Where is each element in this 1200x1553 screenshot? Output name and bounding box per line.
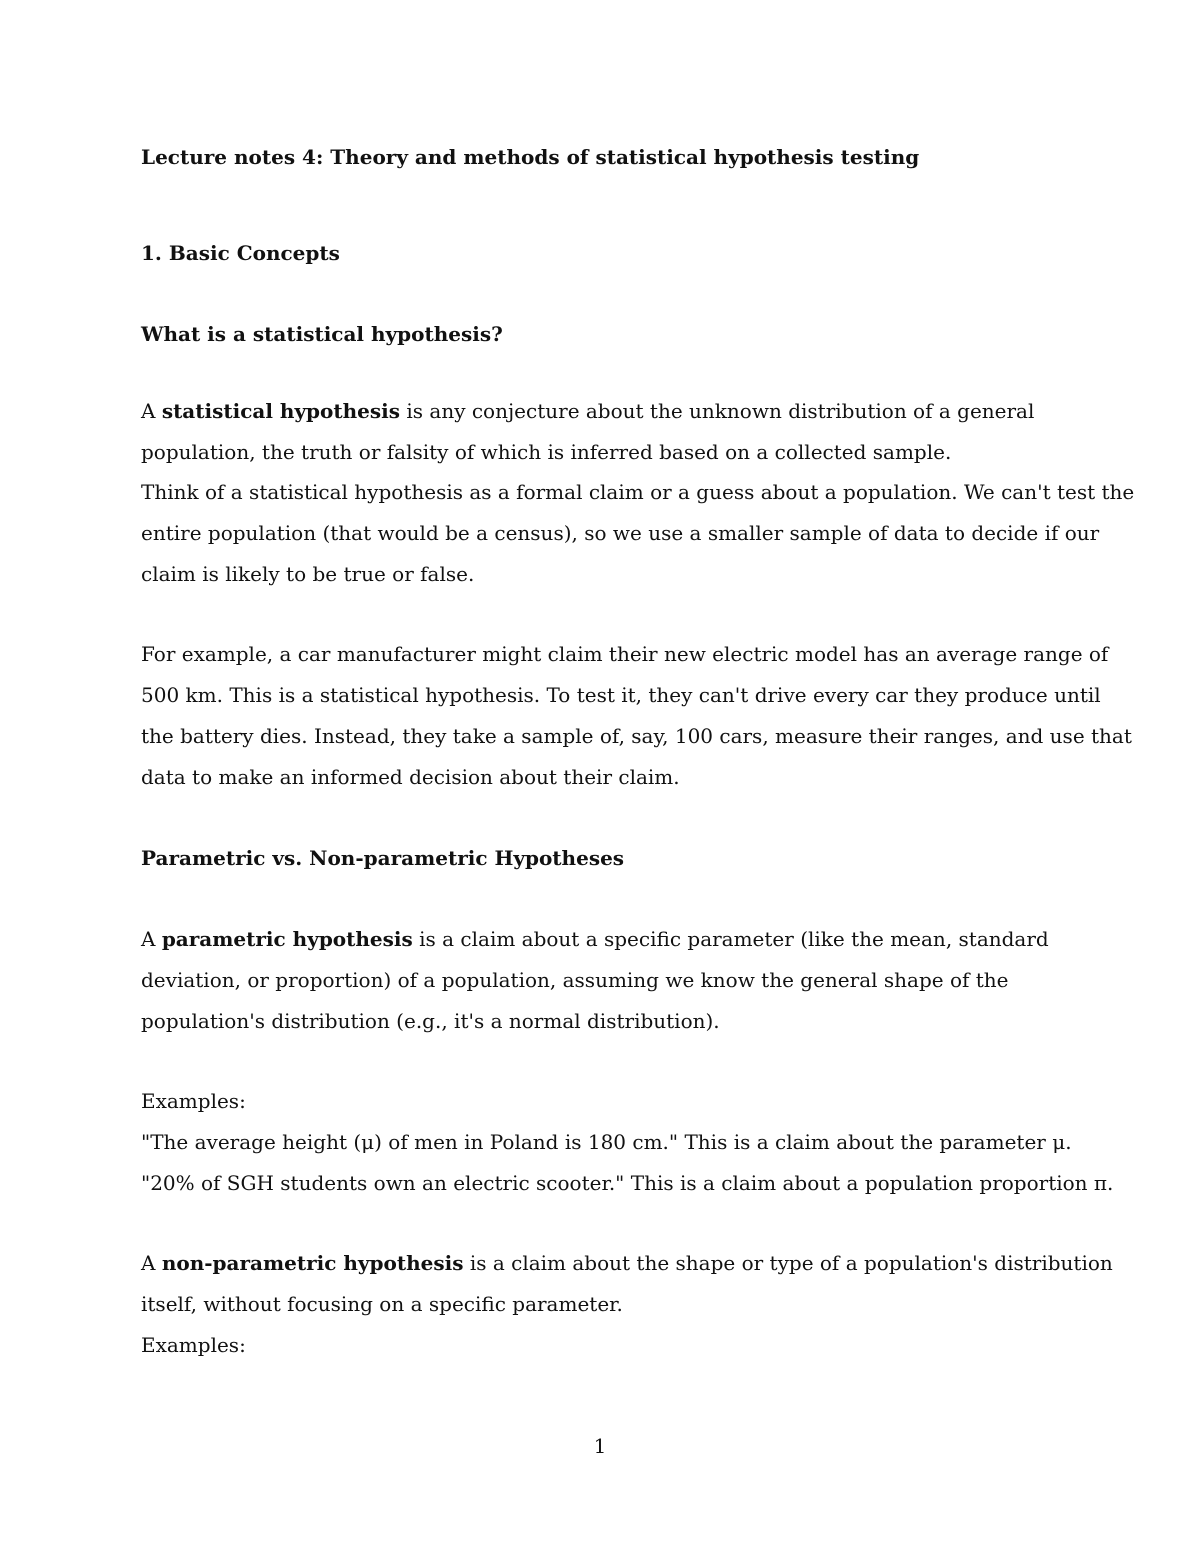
text-line: 500 km. This is a statistical hypothesis. To test it, they can't drive every car they produce until xyxy=(141,683,1101,708)
subheading-statistical-hypothesis: What is a statistical hypothesis? xyxy=(141,322,503,346)
text-run: is a claim about the shape or type of a population's distribution xyxy=(463,1251,1113,1276)
paragraph-parametric xyxy=(141,919,1081,1041)
text-line: deviation, or proportion) of a population, assuming we know the general shape of the xyxy=(141,967,1009,992)
text-line: Examples: xyxy=(141,1089,246,1114)
text-line xyxy=(141,919,1081,960)
paragraph-definition xyxy=(141,391,1135,594)
page-content xyxy=(141,140,1135,1365)
text-run: A xyxy=(141,399,162,423)
text-run: A xyxy=(141,1251,162,1276)
text-line: Think of a statistical hypothesis as a formal claim or a guess about a population. We can't test the xyxy=(141,480,1135,505)
text-line: claim is likely to be true or false. xyxy=(141,561,475,586)
text-line xyxy=(141,1243,1113,1284)
text-line: For example, a car manufacturer might claim their new electric model has an average range of xyxy=(141,642,1109,667)
bold-term: non-parametric hypothesis xyxy=(161,1251,464,1276)
paragraph-parametric-examples xyxy=(141,1081,1114,1203)
text-line: population, the truth or falsity of which is inferred based on a collected sample. xyxy=(141,439,952,464)
text-line: population's distribution (e.g., it's a normal distribution). xyxy=(141,1008,720,1033)
text-line: itself, without focusing on a specific parameter. xyxy=(141,1292,623,1316)
page-number: 1 xyxy=(593,1434,607,1458)
text-line: entire population (that would be a census), so we use a smaller sample of data to decide if our xyxy=(141,521,1100,546)
text-run: is a claim about a specific parameter (like the mean, standard xyxy=(412,927,1049,952)
text-line: data to make an informed decision about their claim. xyxy=(141,764,680,789)
text-line xyxy=(141,391,1081,432)
text-run: A xyxy=(141,927,162,952)
subheading-parametric: Parametric vs. Non-parametric Hypotheses xyxy=(141,846,625,871)
section-heading: 1. Basic Concepts xyxy=(141,241,340,265)
bold-term: statistical hypothesis xyxy=(161,399,401,423)
paragraph-example xyxy=(141,634,1132,797)
text-line: the battery dies. Instead, they take a sample of, say, 100 cars, measure their ranges, and use that xyxy=(141,723,1132,748)
paragraph-non-parametric xyxy=(141,1243,1113,1365)
text-line: "The average height (μ) of men in Poland is 180 cm." This is a claim about the parameter μ. xyxy=(141,1129,1072,1154)
text-line: Examples: xyxy=(141,1332,246,1357)
text-line: "20% of SGH students own an electric scooter." This is a claim about a population proportion π. xyxy=(141,1170,1114,1195)
bold-term: parametric hypothesis xyxy=(161,927,413,952)
text-run: is any conjecture about the unknown distribution of a general xyxy=(400,399,1035,423)
document-title: Lecture notes 4: Theory and methods of statistical hypothesis testing xyxy=(141,145,920,169)
